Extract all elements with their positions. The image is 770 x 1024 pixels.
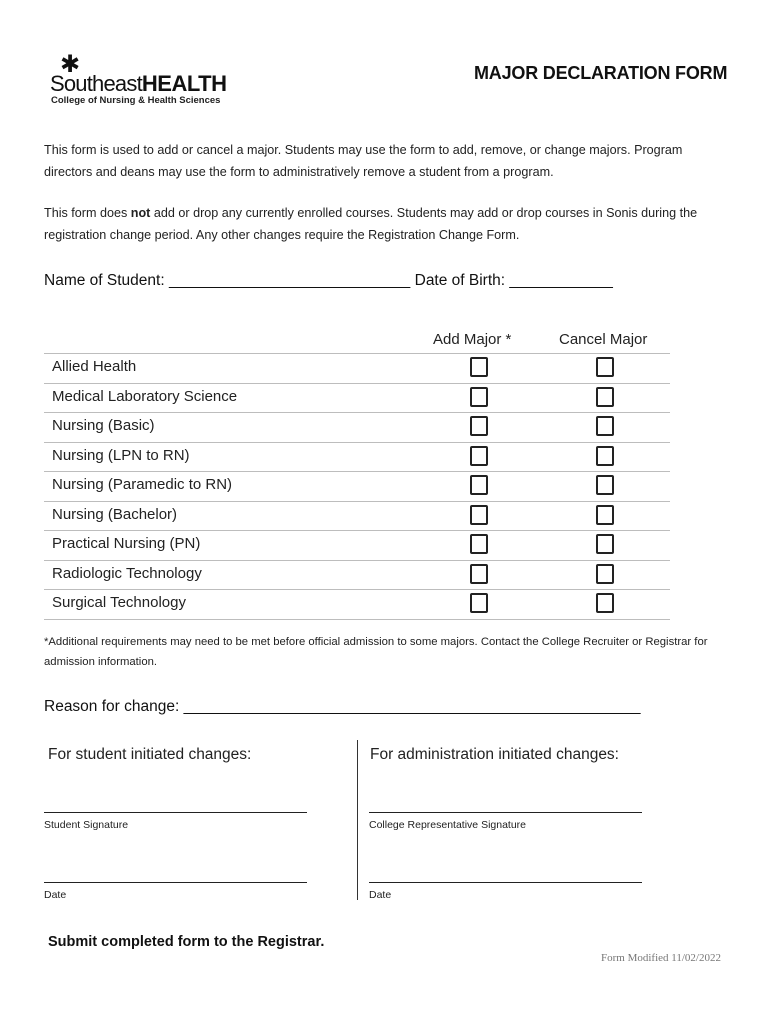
intro-paragraph-2	[44, 202, 734, 246]
table-row	[44, 443, 670, 473]
logo-star-icon: ✱	[60, 50, 81, 78]
form-modified-date: Form Modified 11/02/2022	[601, 952, 721, 964]
major-label: Allied Health	[52, 358, 137, 375]
cancel-major-checkbox[interactable]	[596, 357, 614, 377]
reason-label: Reason for change:	[44, 698, 184, 715]
admin-section-heading: For administration initiated changes:	[370, 746, 619, 763]
cancel-major-header: Cancel Major	[559, 331, 648, 348]
add-major-checkbox[interactable]	[470, 534, 488, 554]
table-row	[44, 502, 670, 532]
table-row	[44, 384, 670, 414]
page-title: MAJOR DECLARATION FORM	[474, 63, 728, 83]
requirements-note: *Additional requirements may need to be met before official admission to some majors. Contact the College Recruiter or Registrar for admission information.	[44, 636, 708, 668]
add-major-header: Add Major *	[433, 331, 512, 348]
cancel-major-checkbox[interactable]	[596, 387, 614, 407]
cancel-major-checkbox[interactable]	[596, 416, 614, 436]
intro-p2-bold: not	[130, 206, 151, 220]
major-label: Practical Nursing (PN)	[52, 535, 201, 552]
logo	[50, 72, 226, 96]
submit-instruction: Submit completed form to the Registrar.	[48, 934, 325, 950]
majors-table	[44, 353, 670, 620]
add-major-checkbox[interactable]	[470, 387, 488, 407]
logo-name-bold: HEALTH	[141, 71, 227, 96]
name-field[interactable]: ____________________________	[168, 272, 411, 289]
major-label: Medical Laboratory Science	[52, 387, 238, 405]
admin-date-label: Date	[369, 889, 392, 901]
add-major-checkbox[interactable]	[470, 357, 488, 377]
cancel-major-checkbox[interactable]	[596, 446, 614, 466]
intro-p2-before: This form does	[44, 206, 131, 220]
student-section-heading: For student initiated changes:	[48, 746, 252, 763]
cancel-major-checkbox[interactable]	[596, 593, 614, 613]
reason-field[interactable]: _____________________________________________________	[183, 698, 641, 715]
section-divider	[357, 740, 358, 900]
cancel-major-checkbox[interactable]	[596, 534, 614, 554]
student-signature-label: Student Signature	[44, 819, 129, 831]
table-row	[44, 590, 670, 620]
admin-date-line[interactable]	[369, 882, 642, 883]
major-label: Nursing (LPN to RN)	[52, 446, 190, 464]
dob-label: Date of Birth:	[410, 272, 510, 289]
table-row	[44, 413, 670, 443]
table-row	[44, 531, 670, 561]
student-info-line	[44, 272, 613, 290]
dob-field[interactable]: ____________	[509, 272, 613, 289]
add-major-checkbox[interactable]	[470, 505, 488, 525]
major-label: Nursing (Bachelor)	[52, 505, 178, 523]
intro-p2-after: add or drop any currently enrolled courses. Students may add or drop courses in Sonis during the registration change period. Any other changes require the Registration Change Form.	[44, 206, 698, 242]
table-row	[44, 472, 670, 502]
cancel-major-checkbox[interactable]	[596, 475, 614, 495]
major-label: Nursing (Basic)	[52, 417, 155, 434]
add-major-checkbox[interactable]	[470, 446, 488, 466]
add-major-checkbox[interactable]	[470, 593, 488, 613]
logo-name-light: Southeast	[50, 71, 142, 96]
add-major-checkbox[interactable]	[470, 416, 488, 436]
add-major-checkbox[interactable]	[470, 475, 488, 495]
student-date-label: Date	[44, 889, 67, 901]
cancel-major-checkbox[interactable]	[596, 505, 614, 525]
major-label: Radiologic Technology	[52, 564, 202, 582]
representative-signature-line[interactable]	[369, 812, 642, 813]
logo-subtitle: College of Nursing & Health Sciences	[51, 95, 221, 106]
major-label: Surgical Technology	[52, 594, 186, 611]
intro-paragraph-1: This form is used to add or cancel a major. Students may use the form to add, remove, or change majors. Program directors and deans may use the form to administratively remove a student from a program.	[44, 143, 683, 179]
add-major-checkbox[interactable]	[470, 564, 488, 584]
table-row	[44, 353, 670, 384]
representative-signature-label: College Representative Signature	[369, 819, 527, 831]
student-signature-line[interactable]	[44, 812, 307, 813]
name-label: Name of Student:	[44, 272, 169, 289]
table-row	[44, 561, 670, 591]
major-label: Nursing (Paramedic to RN)	[52, 476, 233, 493]
student-date-line[interactable]	[44, 882, 307, 883]
reason-line	[44, 698, 640, 716]
cancel-major-checkbox[interactable]	[596, 564, 614, 584]
